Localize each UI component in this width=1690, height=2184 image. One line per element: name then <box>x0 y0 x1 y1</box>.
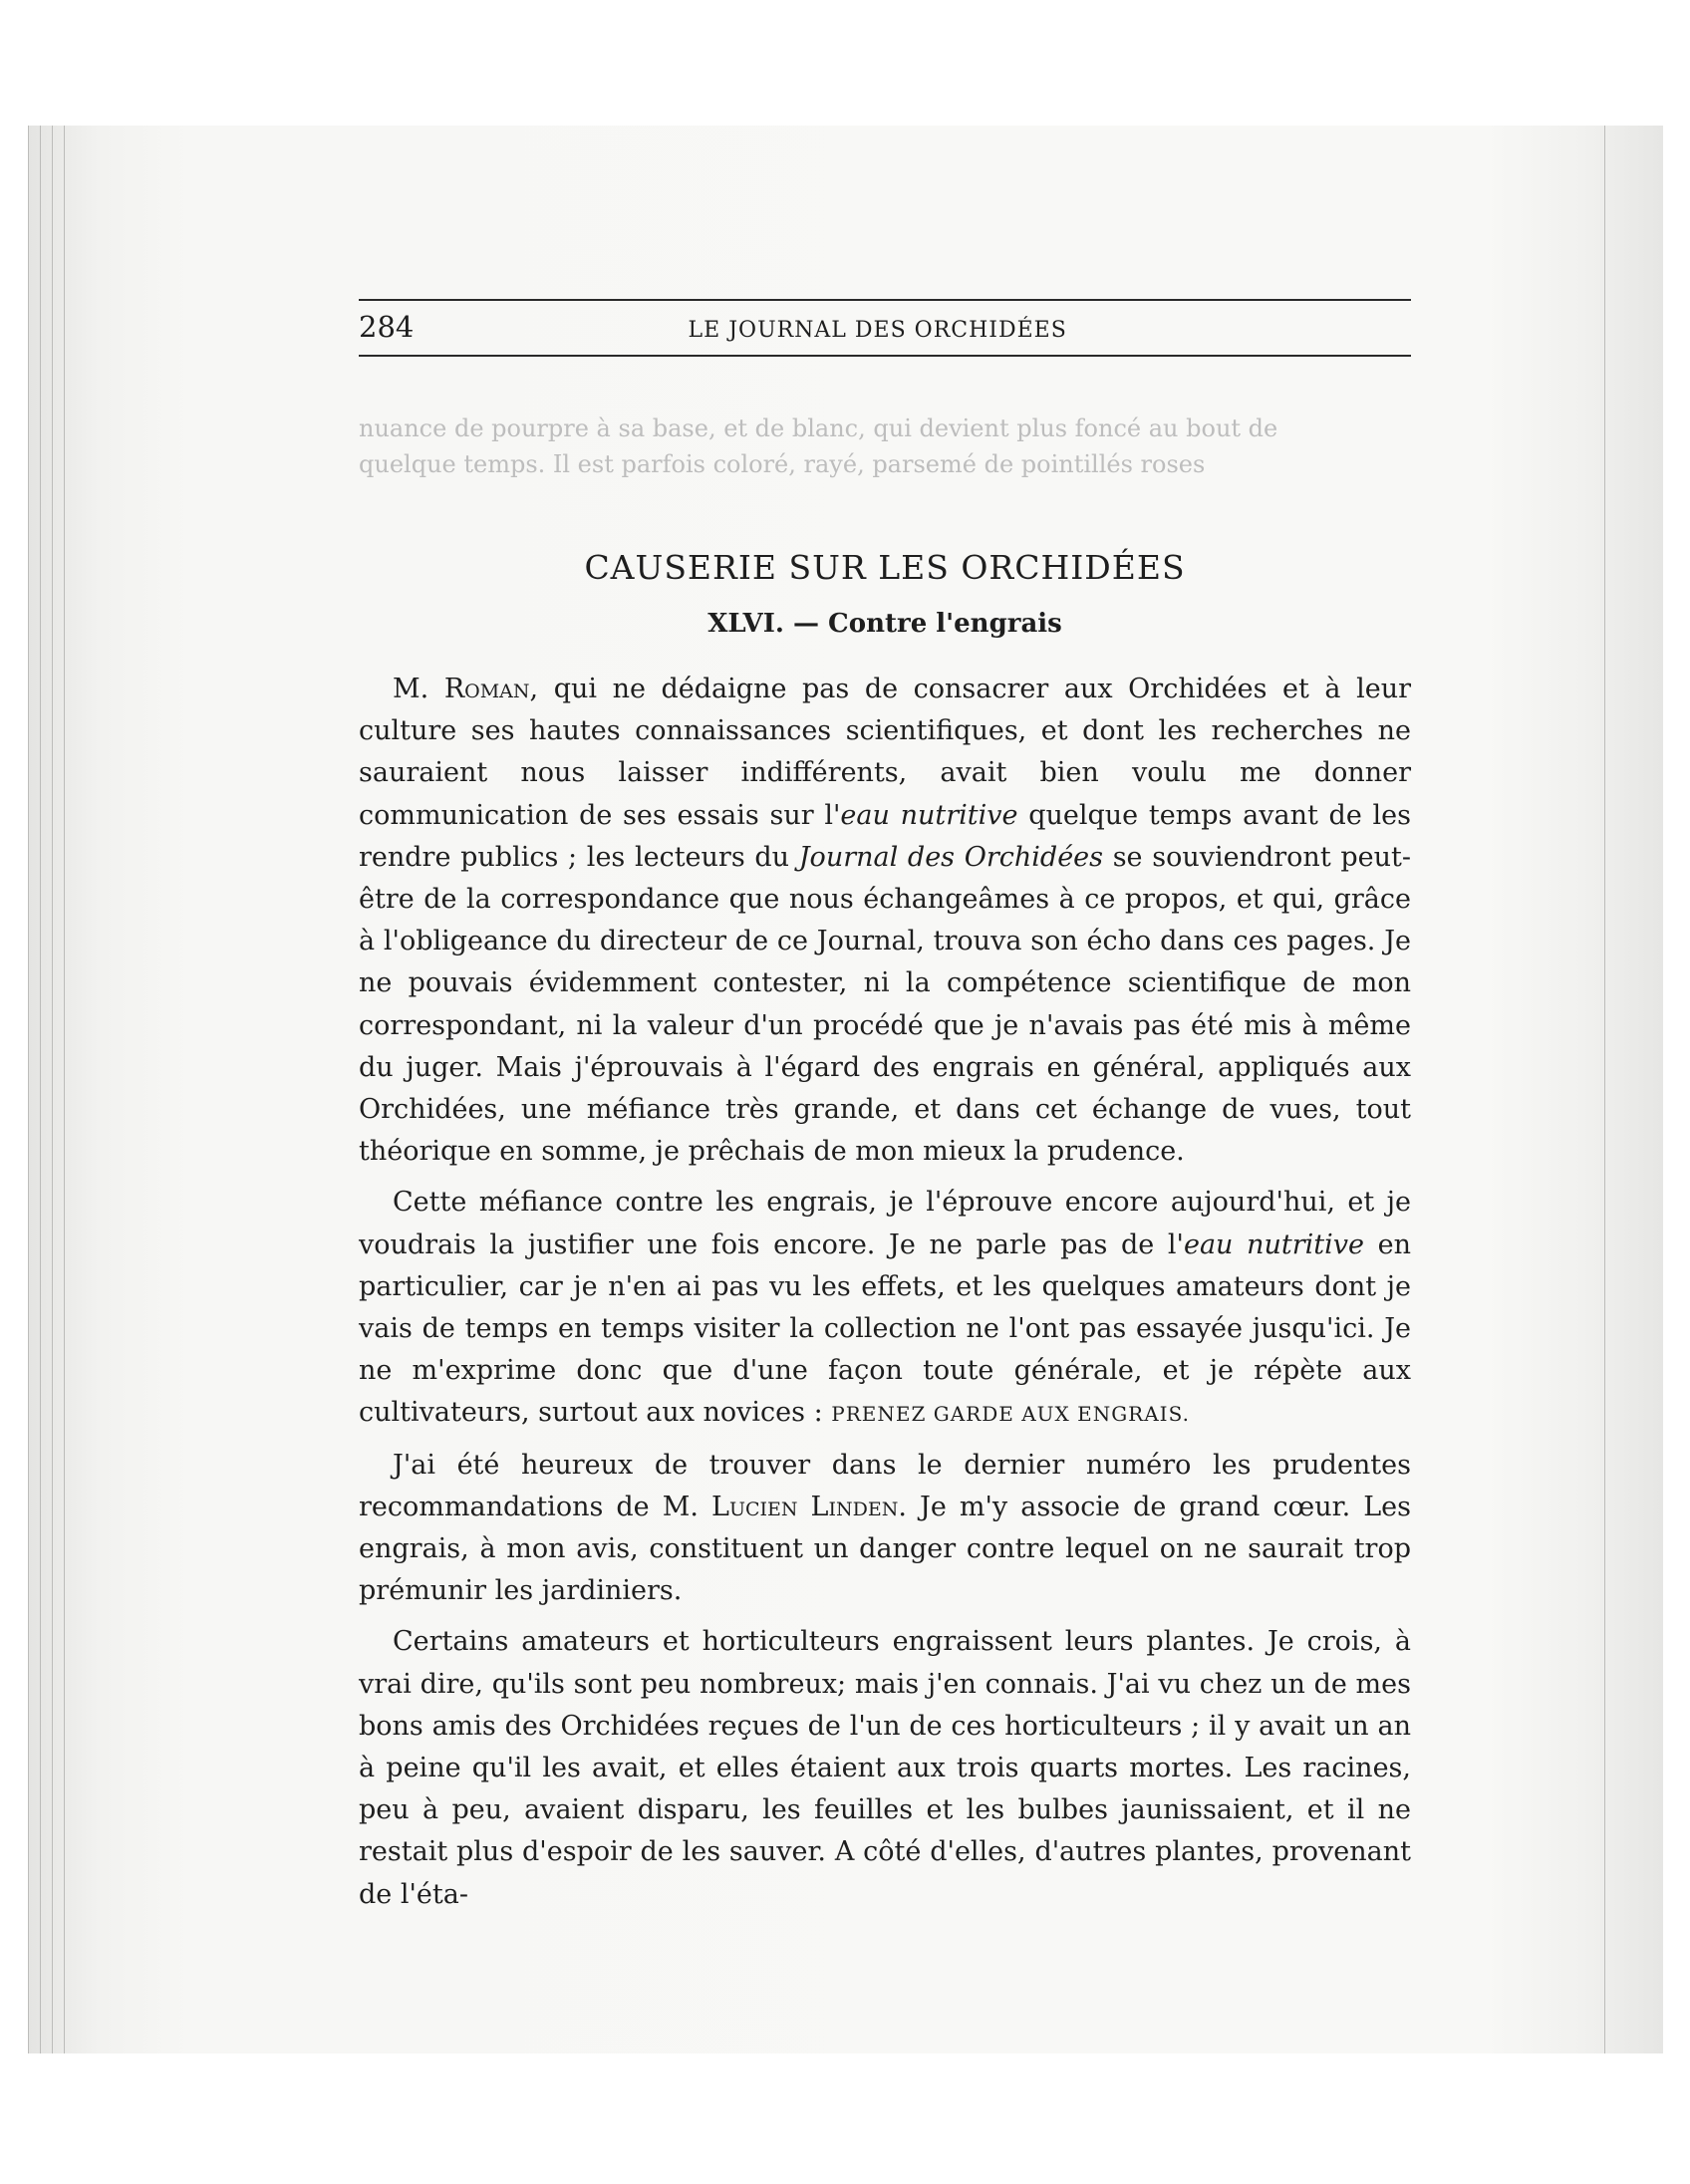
page-edge-line <box>1604 126 1605 2053</box>
page-content <box>359 299 1411 1925</box>
running-header <box>359 301 1411 355</box>
page-edge-line <box>40 126 41 2053</box>
paragraph: Certains amateurs et horticulteurs engraissent leurs plantes. Je crois, à vrai dire, qu'ils sont peu nombreux; mais j'en connais. J'ai vu chez un de mes bons amis des Orchidées reçues de l'un de ces horticulteurs ; il y avait un an à peine qu'il les avait, et elles étaient aux trois quarts mortes. Les racines, peu à peu, avaient disparu, les feuilles et les bulbes jaunissaient, et il ne restait plus d'espoir de les sauver. A côté d'elles, d'autres plantes, provenant de l'éta- <box>359 1626 1411 1910</box>
person-name: Roman <box>443 674 530 704</box>
header-rule-bottom <box>359 355 1411 357</box>
article-subtitle: XLVI. — Contre l'engrais <box>707 609 1062 639</box>
paragraph <box>359 1182 1411 1435</box>
text-run: en particulier, car je n'en ai pas vu les effets, et les quelques amateurs dont je vais de temps en temps visiter la collection ne l'ont pas essayée jusqu'ici. Je ne m'exprime donc que d'une façon toute générale, et je répète aux cultivateurs, surtout aux novices : <box>359 1228 1412 1429</box>
italic-term: eau nutritive <box>840 799 1018 831</box>
text-run: . Je m'y associe de grand cœur. Les engrais, à mon avis, constituent un danger contre lequel on ne saurait trop prémunir les jardiniers. <box>359 1491 1411 1607</box>
article-title: CAUSERIE SUR LES ORCHIDÉES <box>584 548 1186 587</box>
paragraph <box>359 669 1411 1173</box>
text-run: , qui ne dédaigne pas de consacrer aux Orchidées et à leur culture ses hautes connaissances scientifiques, et dont les recherches ne sauraient nous laisser indifférents, avait bien voulu me donner communication de ses essais sur l' <box>359 674 1412 831</box>
emphasis-caps: PRENEZ GARDE AUX ENGRAIS. <box>831 1402 1190 1427</box>
page-edge-line <box>52 126 53 2053</box>
article-body <box>359 669 1411 1916</box>
page-edge-line <box>64 126 65 2053</box>
italic-term: eau nutritive <box>1183 1228 1364 1260</box>
person-name: Lucien Linden <box>711 1491 899 1522</box>
page-number: 284 <box>359 310 415 344</box>
text-run: Cette méfiance contre les engrais, je l'éprouve encore aujourd'hui, et je voudrais la justifier une fois encore. Je ne parle pas de l' <box>359 1187 1411 1260</box>
text-run: M. <box>393 674 444 704</box>
running-title: LE JOURNAL DES ORCHIDÉES <box>688 318 1067 343</box>
text-run: J'ai été heureux de trouver dans le dernier numéro les prudentes recommandations de M. <box>359 1449 1411 1522</box>
paragraph <box>359 1445 1411 1613</box>
text-run: quelque temps avant de les rendre publics ; les lecteurs du <box>359 799 1411 873</box>
bleed-line: nuance de pourpre à sa base, et de blanc, qui devient plus foncé au bout de <box>359 414 1278 442</box>
italic-title: Journal des Orchidées <box>798 841 1104 873</box>
bleed-through-text <box>359 410 1411 482</box>
text-run: se souviendront peut-être de la correspondance que nous échangeâmes à ce propos, et qui, grâce à l'obligeance du directeur de ce Journal, trouva son écho dans ces pages. Je ne pouvais évidemment contester, ni la compétence scientifique de mon correspondant, ni la valeur d'un procédé que je n'avais pas été mis à même du juger. Mais j'éprouvais à l'égard des engrais en général, appliqués aux Orchidées, une méfiance très grande, et dans cet échange de vues, tout théorique en somme, je prêchais de mon mieux la prudence. <box>359 841 1411 1168</box>
bleed-line: quelque temps. Il est parfois coloré, rayé, parsemé de pointillés roses <box>359 450 1206 478</box>
